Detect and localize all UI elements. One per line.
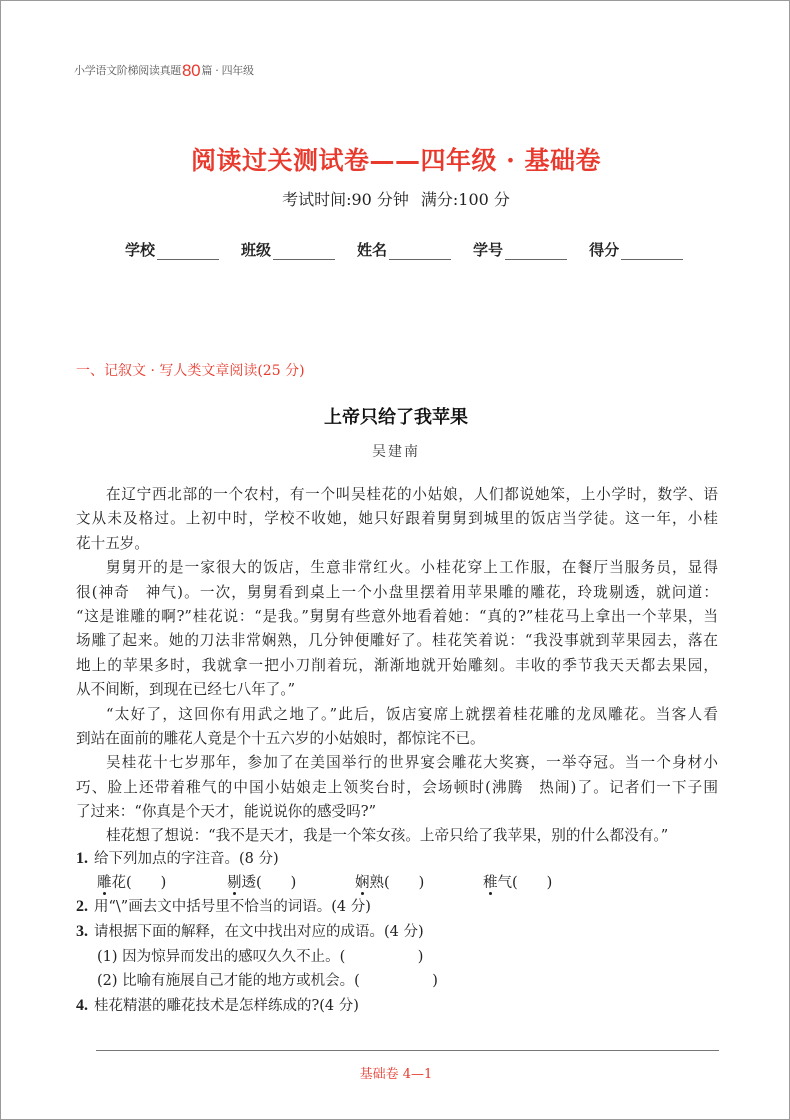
article-body — [76, 483, 718, 849]
running-head-suffix: 篇 · 四年级 — [201, 64, 254, 77]
page-footer: 基础卷 4—1 — [359, 1067, 433, 1082]
dotted-character: 剔 — [227, 875, 242, 891]
paragraph-line: 在辽宁西北部的一个农村，有一个叫吴桂花的小姑娘，人们都说她笨，上小学时，数学、语 — [106, 486, 718, 503]
sub-question-1: (1) 因为惊异而发出的感叹久久不止。( ) — [97, 949, 424, 965]
field-label: 学号 — [473, 241, 504, 259]
paragraph-line: 地上的苹果多时，我就拿一把小刀削着玩，渐渐地就开始雕刻。丰收的季节我天天都去果园， — [76, 656, 718, 674]
running-head — [74, 61, 254, 81]
student-info-fields — [125, 239, 705, 260]
sub-question-2: (2) 比喻有施展自己才能的地方或机会。( ) — [97, 973, 438, 989]
paragraph-line: 舅舅开的是一家很大的饭店，生意非常红火。小桂花穿上工作服，在餐厅当服务员，显得 — [106, 559, 718, 577]
dotted-character: 稚 — [483, 875, 498, 891]
paragraph-line: “太好了，这回你有用武之地了。”此后，饭店宴席上就摆着桂花雕的龙凤雕花。当客人看 — [106, 705, 718, 723]
running-head-number: 80 — [182, 61, 201, 80]
field-label: 得分 — [589, 241, 620, 259]
field-student-id — [473, 239, 567, 260]
pinyin-answer-blank[interactable]: 气( ) — [497, 875, 553, 891]
pinyin-answer-blank[interactable]: 熟( ) — [369, 875, 425, 891]
paragraph-line: 从不间断，到现在已经七八年了。” — [76, 681, 296, 699]
question-3 — [76, 920, 424, 941]
pinyin-item — [97, 871, 166, 892]
question-number: 1. — [76, 850, 88, 867]
question-4 — [76, 994, 359, 1015]
paragraph-line: 场雕了起来。她的刀法非常娴熟，几分钟便雕好了。桂花笑着说：“我没事就到苹果园去，落在 — [76, 632, 718, 650]
class-blank[interactable] — [273, 242, 335, 260]
section-heading: 一、记叙文 · 写人类文章阅读(25 分) — [76, 363, 305, 379]
question-text: 桂花精湛的雕花技术是怎样练成的?(4 分) — [94, 998, 359, 1014]
field-name — [357, 239, 451, 260]
paragraph-line: 花十五岁。 — [76, 534, 149, 552]
page-title: 阅读过关测试卷——四年级 · 基础卷 — [190, 146, 602, 175]
field-school — [125, 239, 219, 260]
student-id-blank[interactable] — [505, 242, 567, 260]
pinyin-item — [483, 871, 552, 892]
school-blank[interactable] — [157, 242, 219, 260]
paragraph-line: 文从未及格过。上初中时，学校不收她，她只好跟着舅舅到城里的饭店当学徒。这一年，小桂 — [76, 510, 718, 528]
running-head-prefix: 小学语文阶梯阅读真题 — [74, 64, 181, 77]
pinyin-answer-blank[interactable]: 花( ) — [111, 875, 167, 891]
paragraph-line: 了过来：“你真是个天才，能说说你的感受吗?” — [76, 803, 377, 821]
footer-divider — [96, 1050, 719, 1051]
paragraph-line: 吴桂花十七岁那年，参加了在美国举行的世界宴会雕花大奖赛，一举夺冠。当一个身材小 — [106, 754, 718, 772]
field-label: 姓名 — [357, 241, 388, 259]
field-label: 班级 — [241, 241, 272, 259]
article-author: 吴建南 — [372, 444, 420, 460]
question-text: 给下列加点的字注音。(8 分) — [94, 851, 279, 867]
pinyin-answer-blank[interactable]: 透( ) — [241, 875, 297, 891]
name-blank[interactable] — [389, 242, 451, 260]
field-score — [589, 239, 683, 260]
exam-info — [1, 187, 790, 210]
article-title: 上帝只给了我苹果 — [324, 407, 468, 428]
paragraph-line: 桂花想了想说：“我不是天才，我是一个笨女孩。上帝只给了我苹果，别的什么都没有。” — [106, 827, 669, 845]
dotted-character: 娴 — [355, 875, 370, 891]
score-blank[interactable] — [621, 242, 683, 260]
question-number: 4. — [76, 997, 88, 1014]
field-label: 学校 — [125, 241, 156, 259]
exam-score: 满分:100 分 — [420, 190, 510, 209]
paragraph-line: 到站在面前的雕花人竟是个十五六岁的小姑娘时，都惊诧不已。 — [76, 729, 485, 747]
question-2 — [76, 895, 371, 916]
paragraph-line: 巧、脸上还带着稚气的中国小姑娘走上领奖台时，会场顿时(沸腾 热闹)了。记者们一下子围 — [76, 778, 718, 796]
question-text: 请根据下面的解释，在文中找出对应的成语。(4 分) — [94, 924, 424, 940]
question-1 — [76, 847, 279, 868]
paragraph-line: 很(神奇 神气)。一次，舅舅看到桌上一个小盘里摆着用苹果雕的雕花，玲珑剔透，就问道： — [76, 583, 718, 601]
pinyin-item — [227, 871, 296, 892]
dotted-character: 雕 — [97, 875, 112, 891]
paragraph-line: “这是谁雕的啊?”桂花说：“是我。”舅舅有些意外地看着她：“真的?”桂花马上拿出一个苹果，当 — [76, 607, 718, 625]
question-number: 2. — [76, 898, 88, 915]
exam-time: 考试时间:90 分钟 — [282, 190, 409, 209]
question-text: 用“\”画去文中括号里不恰当的词语。(4 分) — [94, 899, 371, 915]
field-class — [241, 239, 335, 260]
pinyin-item — [355, 871, 424, 892]
question-number: 3. — [76, 923, 88, 940]
